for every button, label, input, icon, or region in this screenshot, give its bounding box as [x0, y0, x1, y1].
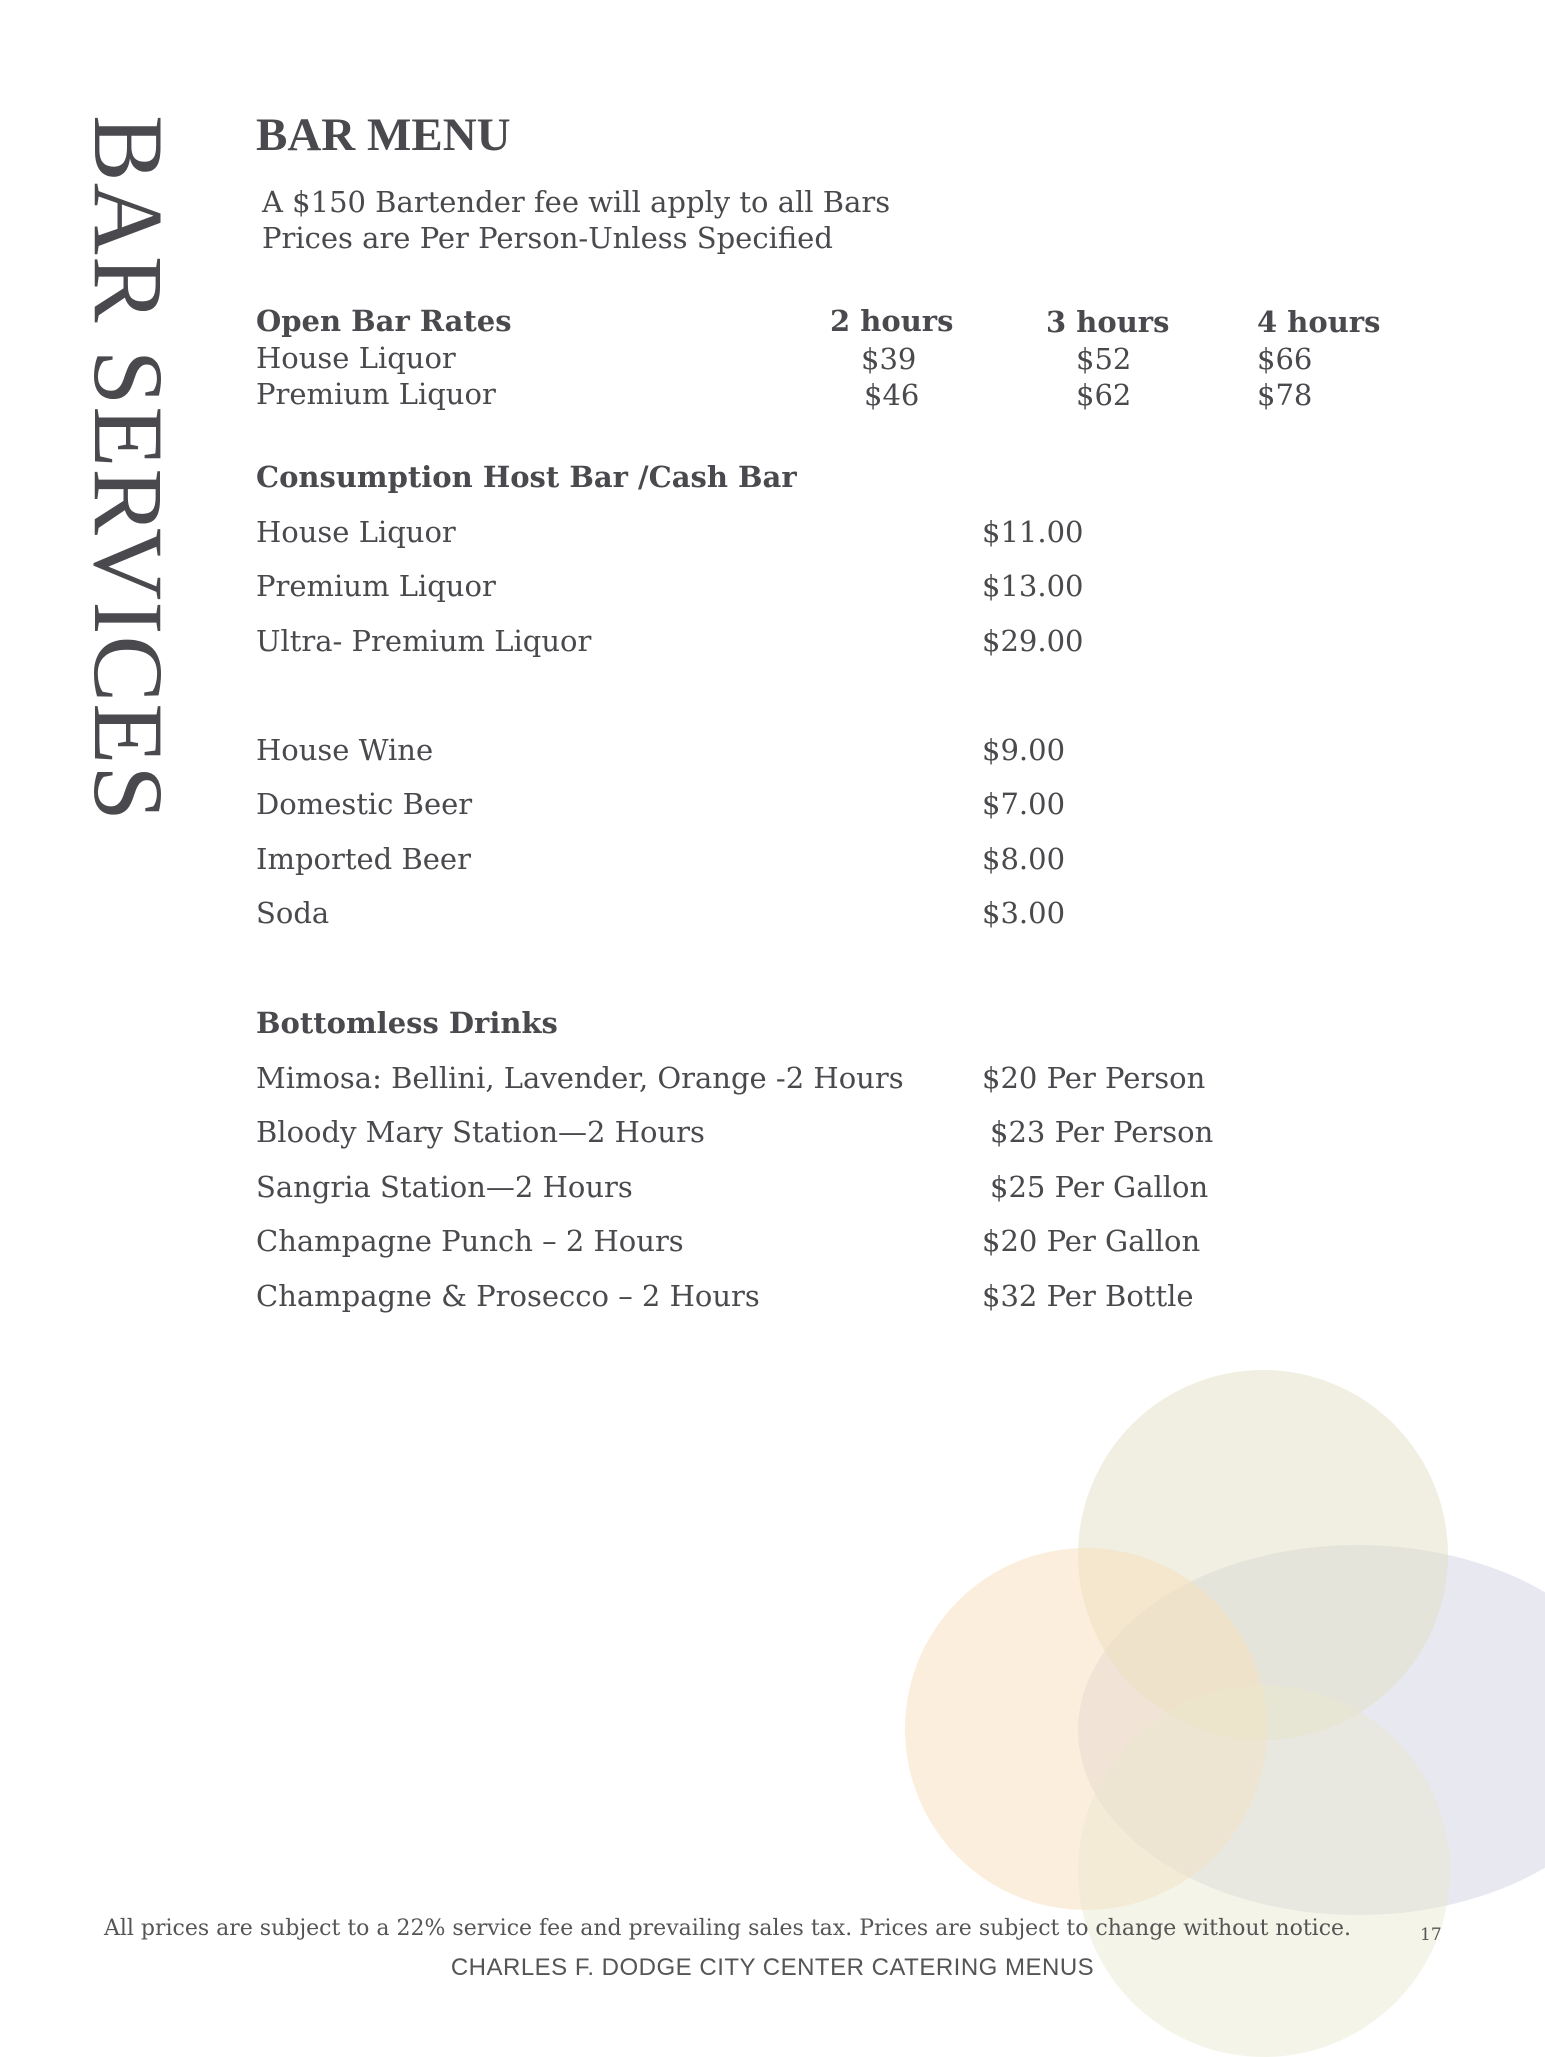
column-header: 2 hours — [830, 304, 954, 338]
item-price: $7.00 — [982, 787, 1066, 821]
item-name: Bloody Mary Station—2 Hours — [256, 1115, 705, 1149]
item-price: $23 Per Person — [990, 1115, 1214, 1149]
item-name: Ultra- Premium Liquor — [256, 624, 592, 658]
item-price: $11.00 — [982, 515, 1084, 549]
pricing-note: Prices are Per Person-Unless Specified — [262, 221, 833, 255]
item-name: Sangria Station—2 Hours — [256, 1170, 633, 1204]
item-name: Premium Liquor — [256, 569, 496, 603]
item-name: Imported Beer — [256, 842, 471, 876]
item-name: Champagne & Prosecco – 2 Hours — [256, 1279, 760, 1313]
item-price: $39 — [861, 342, 917, 376]
footer-disclaimer: All prices are subject to a 22% service fee and prevailing sales tax. Prices are subject to change without notice. — [103, 1916, 1352, 1941]
item-name: Soda — [256, 896, 330, 930]
item-price: $20 Per Gallon — [982, 1224, 1201, 1258]
item-price: $32 Per Bottle — [982, 1279, 1194, 1313]
item-price: $3.00 — [982, 896, 1066, 930]
item-name: House Wine — [256, 733, 434, 767]
item-price: $29.00 — [982, 624, 1084, 658]
item-name: Premium Liquor — [256, 377, 496, 411]
column-header: 4 hours — [1257, 305, 1381, 339]
side-title: BAR SERVICES — [73, 115, 184, 822]
section-title: Open Bar Rates — [256, 304, 512, 338]
item-name: House Liquor — [256, 515, 456, 549]
item-price: $62 — [1076, 378, 1132, 412]
item-name: House Liquor — [256, 341, 456, 375]
item-price: $52 — [1076, 342, 1132, 376]
item-price: $46 — [864, 378, 920, 412]
item-name: Domestic Beer — [256, 787, 473, 821]
decorative-circle-cream-lower — [1078, 1685, 1450, 2057]
item-price: $13.00 — [982, 569, 1084, 603]
section-title: Consumption Host Bar /Cash Bar — [256, 460, 797, 494]
footer-brand: CHARLES F. DODGE CITY CENTER CATERING MENUS — [450, 1954, 1095, 1981]
item-name: Champagne Punch – 2 Hours — [256, 1224, 684, 1258]
item-price: $25 Per Gallon — [990, 1170, 1209, 1204]
page-title: BAR MENU — [256, 109, 511, 161]
item-name: Mimosa: Bellini, Lavender, Orange -2 Hours — [256, 1061, 904, 1095]
item-price: $8.00 — [982, 842, 1066, 876]
item-price: $9.00 — [982, 733, 1066, 767]
page-number: 17 — [1420, 1925, 1442, 1945]
item-price: $78 — [1257, 378, 1313, 412]
bartender-fee-note: A $150 Bartender fee will apply to all Bars — [262, 185, 891, 219]
column-header: 3 hours — [1046, 305, 1170, 339]
item-price: $20 Per Person — [982, 1061, 1206, 1095]
item-price: $66 — [1257, 342, 1313, 376]
section-title: Bottomless Drinks — [256, 1006, 558, 1040]
